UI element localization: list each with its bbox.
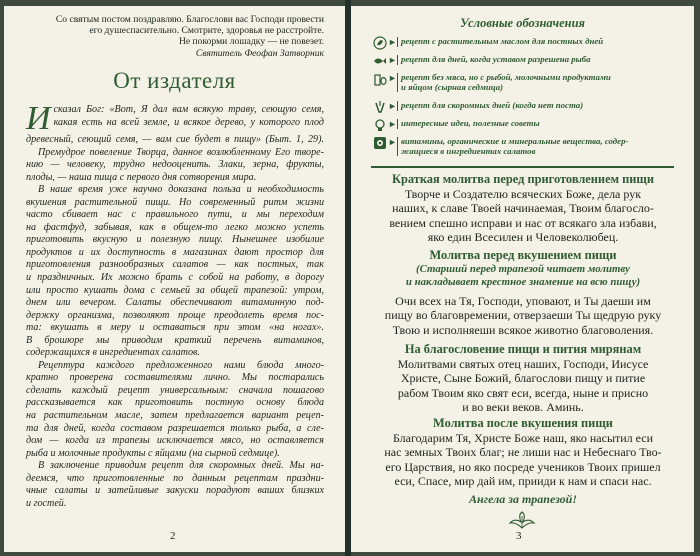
- prayer-blessing: [365, 342, 681, 415]
- prayer-heading: Молитва после вкушения пищи: [433, 416, 613, 430]
- paragraph: [26, 184, 324, 360]
- page-number: 3: [516, 530, 522, 542]
- legend-item: [373, 134, 673, 162]
- arrow-right-icon: ►: [388, 55, 397, 65]
- leaf-ornament-icon: [506, 510, 538, 530]
- meat-icon: [373, 100, 387, 114]
- epigraph-line: Со святым постом поздравляю. Благослови вас Господи провести: [55, 14, 324, 25]
- arrow-right-icon: ►: [388, 137, 397, 147]
- text-line: сделать каждый рецепт универсальным: сначала пошагово: [26, 384, 324, 396]
- text-line: Премудрое повеление Творца, данное возлюбленному Его творе-: [38, 146, 324, 158]
- paragraph: [26, 360, 324, 460]
- legend-text: рецепт с растительным маслом для постных дней: [401, 36, 604, 46]
- prayer-line: яко един Всесилен и Человеколюбец.: [427, 230, 619, 245]
- paragraph: [26, 100, 324, 147]
- text-line: на растительном масле, затем предлагается вариант рецеп-: [26, 410, 324, 422]
- text-line: днем или вечером. Салаты обеспечивают витаминную под-: [26, 297, 324, 309]
- vitamin-icon: [373, 136, 387, 150]
- prayer-line: рабом Твоим яко свят еси, всегда, ныне и присно: [397, 385, 649, 400]
- epigraph-author: Святитель Феофан Затворник: [195, 47, 324, 59]
- fish-icon: [373, 54, 387, 68]
- prayer-line: и во веки веков. Аминь.: [462, 400, 584, 415]
- legend-item: [373, 52, 673, 70]
- epigraph-line: Не покорми лошадку — не повезет.: [178, 36, 324, 48]
- text-line: рыба и молочные продукты с яйцами (на сырной седмице).: [26, 447, 280, 459]
- legend-item: [373, 116, 673, 134]
- prayer-line: Творче и Создателю всяческих Боже, дела рук: [404, 187, 642, 201]
- lightbulb-icon: [373, 118, 387, 132]
- text-line: В брошюре мы приводим краткий перечень витаминов,: [26, 334, 324, 346]
- arrow-right-icon: ►: [388, 101, 397, 111]
- oil-leaf-icon: [373, 36, 387, 50]
- text-line: и гостей.: [26, 497, 67, 509]
- text-line: на фастфуд, забывая, как в общем-то легко можно успеть: [26, 221, 324, 233]
- legend-text: и яйцом (сырная седмица): [401, 81, 504, 92]
- text-line: древесный, сеющий семя, — вам сие будет в пищу» (Быт. 1, 29).: [26, 134, 324, 145]
- legend-text: рецепт для скоромных дней (когда нет поста): [401, 100, 584, 110]
- text-line: дом — когда из трапезы исключается мясо, но оставляется: [26, 435, 324, 447]
- prayer-heading: Краткая молитва перед приготовлением пищи: [392, 172, 654, 186]
- closing-phrase: Ангела за трапезой!: [468, 491, 577, 506]
- section-divider: [371, 166, 674, 168]
- legend-text: витамины, органические и минеральные вещества, содер-: [401, 136, 629, 146]
- text-line: продуктов и их доступность в магазинах дают простор для: [26, 246, 324, 258]
- prayer-before-meal: [365, 248, 681, 337]
- legend: [373, 34, 673, 162]
- text-line: деемся, что приготовленные по данным рецептам праздни-: [26, 472, 324, 484]
- legend-text: рецепт без мяса, но с рыбой, молочными продуктами: [401, 72, 611, 82]
- prayer-line: Очи всех на Тя, Господи, уповают, и Ты даеши им: [395, 294, 651, 308]
- page-title: От издателя: [113, 68, 236, 93]
- prayer-line: вением спешно исправи и нас от всякаго зла избави,: [389, 215, 657, 230]
- prayer-line: Христе, Сыне Божий, благослови пищу и питие: [400, 371, 646, 386]
- prayer-line: Твою и исполняеши всякое животно благоволения.: [392, 322, 654, 337]
- text-line: приготовления разнообразных салатов — как постных, так: [26, 259, 324, 271]
- left-page: [4, 6, 345, 552]
- text-line: содержащихся в ингредиентах салатов.: [26, 347, 200, 359]
- legend-title: Условные обозначения: [460, 16, 585, 30]
- prayer-after-meal: [365, 416, 681, 505]
- prayer-note: и накладывает крестное знамение на всю пищу): [405, 275, 641, 288]
- prayer-note: (Старший перед трапезой читает молитву: [416, 263, 630, 275]
- legend-text: рецепт для дней, когда уставом разрешена рыба: [401, 54, 591, 64]
- prayer-before-cooking: [365, 172, 681, 245]
- text-line: та: вкушать в меру и оставаться при этом «на ногах».: [26, 322, 324, 334]
- milk-egg-icon: [373, 72, 387, 86]
- arrow-right-icon: ►: [388, 73, 397, 83]
- text-line: и праздничных. Их можно брать с собой на работу, в дорогу: [26, 272, 324, 284]
- legend-item: [373, 34, 673, 52]
- text-line: приготовить вкусную и полезную пищу. Нынешнее изобилие: [26, 234, 324, 246]
- text-line: сказал Бог: «Вот, Я дал вам всякую траву, сеющую семя,: [53, 104, 324, 115]
- prayer-line: Благодарим Тя, Христе Боже наш, яко насытил еси: [392, 431, 654, 445]
- prayer-line: нас земных Твоих благ; не лиши нас и Небеснаго Тво-: [384, 445, 662, 460]
- arrow-right-icon: ►: [388, 119, 397, 129]
- text-line: кратно проверена составителями лично. Мы постарались: [26, 372, 324, 384]
- epigraph: [34, 14, 324, 59]
- right-page: [351, 6, 694, 552]
- epigraph-line: его душеспасительно. Смотрите, здоровья не расстройте.: [89, 25, 324, 37]
- legend-item: [373, 70, 673, 98]
- text-line: та для дней, когда составом разрешается только рыба, а сле-: [26, 422, 324, 434]
- text-line: нию — человеку, трудно недооценить. Злаки, зерна, фрукты,: [26, 159, 324, 171]
- text-line: В заключение приводим рецепт для скоромных дней. Мы на-: [38, 460, 324, 472]
- prayer-line: наших, к славе Твоей начинаемая, Твоим благосло-: [392, 201, 654, 216]
- legend-item: [373, 98, 673, 116]
- paragraph: [26, 460, 324, 510]
- legend-text: жащиеся в ингредиентах салатов: [401, 145, 536, 156]
- prayer-line: еси, Спасе, мир дай им, прииди к нам и спаси нас.: [394, 474, 652, 489]
- text-line: или просто кушать дома с семьей за общей трапезой: утром,: [26, 284, 324, 296]
- prayer-heading: На благословение пищи и пития мирянам: [404, 342, 642, 356]
- text-line: рассказывается как приготовить постную основу блюда: [26, 397, 324, 409]
- text-line: какая есть на всей земле, и всякое дерево, у которого плод: [53, 116, 324, 128]
- text-line: часто сбивает нас с правильного пути, и мы переходим: [26, 209, 324, 221]
- arrow-right-icon: ►: [388, 37, 397, 47]
- prayer-line: Молитвами святых отец наших, Господи, Иисусе: [397, 357, 649, 371]
- text-line: Рецептура каждого предложенного нами блюда много-: [38, 359, 324, 371]
- prayer-heading: Молитва перед вкушением пищи: [429, 248, 617, 262]
- publisher-text: [26, 100, 324, 510]
- prayer-line: его Царствия, но яко посреде учеников Твоих пришел: [385, 459, 661, 474]
- text-line: вкушения растительной пищи. Но современный ритм жизни: [26, 196, 324, 208]
- drop-cap: И: [26, 100, 51, 137]
- text-line: чные салаты и затейливые закуски порадуют ваших близких: [26, 485, 324, 497]
- text-line: В наше время уже научно доказана польза и необходимость: [38, 184, 324, 196]
- legend-text: интересные идеи, полезные советы: [401, 118, 540, 128]
- paragraph: [26, 147, 324, 185]
- prayer-line: пищу во благовремении, отверзаеши Ты щедрую руку: [384, 308, 662, 323]
- page-number: 2: [170, 530, 176, 542]
- text-line: держку организма, позволяют проще преодолеть время пос-: [26, 309, 324, 321]
- text-line: плоды, — наша пища с первого дня сотворения мира.: [26, 171, 257, 183]
